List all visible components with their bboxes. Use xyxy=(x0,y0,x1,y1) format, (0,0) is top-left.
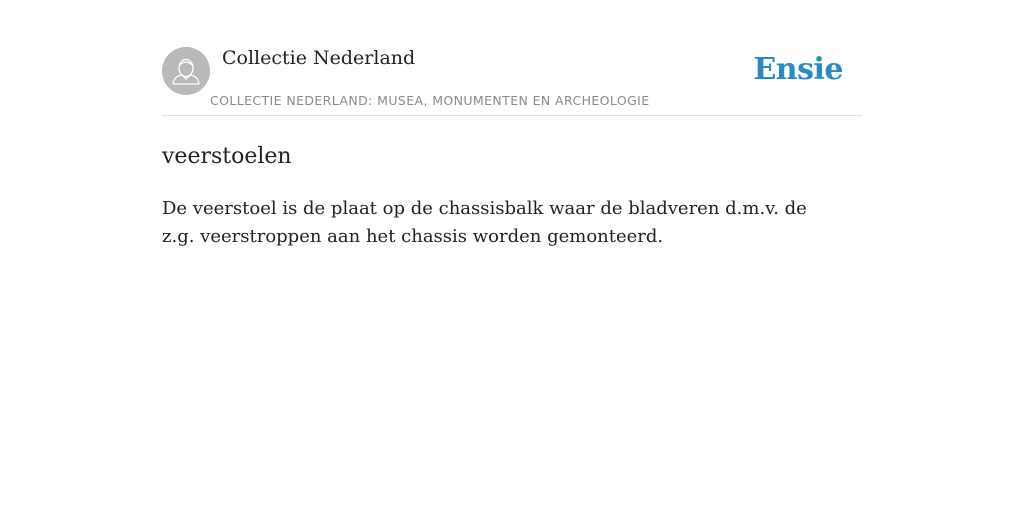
author-name[interactable]: Collectie Nederland xyxy=(222,47,416,69)
user-placeholder-icon xyxy=(162,47,210,95)
entry-header xyxy=(162,0,862,116)
author-avatar[interactable] xyxy=(162,47,210,95)
entry-definition: De veerstoel is de plaat op de chassisbalk waar de bladveren d.m.v. de z.g. veerstroppen aan het chassis worden gemonteerd. xyxy=(162,198,807,247)
entry-term: veerstoelen xyxy=(162,144,292,169)
ensie-logo[interactable]: Ensie xyxy=(753,52,843,87)
author-subtitle: COLLECTIE NEDERLAND: MUSEA, MONUMENTEN EN ARCHEOLOGIE xyxy=(210,93,650,108)
entry-card xyxy=(162,0,862,251)
